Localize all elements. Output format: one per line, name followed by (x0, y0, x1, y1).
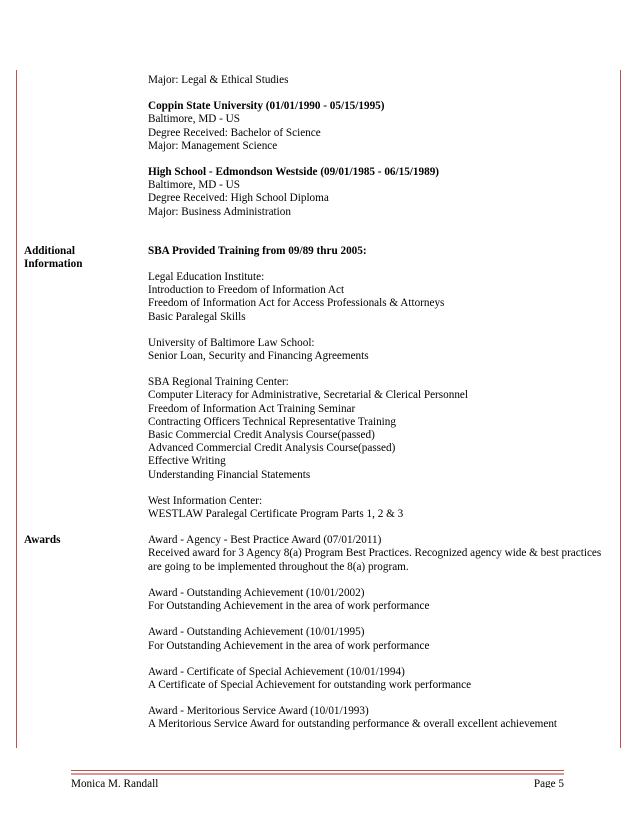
award-title: Award - Outstanding Achievement (10/01/1995) (148, 626, 365, 639)
award-title: Award - Meritorious Service Award (10/01/1993) (148, 705, 369, 718)
award-entry (148, 534, 624, 574)
award-entry (148, 705, 624, 731)
training-line: Legal Education Institute: (148, 271, 265, 284)
resume-content (24, 74, 624, 745)
award-title: Award - Agency - Best Practice Award (07/01/2011) (148, 534, 382, 547)
awards-section (24, 534, 624, 744)
education-line: Baltimore, MD - US (148, 179, 240, 192)
training-group (148, 271, 624, 324)
left-border-line (16, 70, 17, 748)
award-line: are going to be implemented throughout the 8(a) program. (148, 560, 409, 573)
page-footer (71, 778, 564, 788)
education-line: Degree Received: High School Diploma (148, 192, 329, 205)
training-line: West Information Center: (148, 494, 263, 507)
section-label: Awards (24, 534, 61, 547)
award-entry (148, 666, 624, 692)
award-line: Received award for 3 Agency 8(a) Program Best Practices. Recognized agency wide & best practices (148, 547, 602, 560)
training-line: University of Baltimore Law School: (148, 336, 315, 349)
training-heading: SBA Provided Training from 09/89 thru 2005: (148, 244, 367, 257)
education-entry (148, 166, 624, 219)
training-line: Computer Literacy for Administrative, Secretarial & Clerical Personnel (148, 389, 468, 402)
training-line: Basic Paralegal Skills (148, 310, 246, 323)
footer-rule (71, 770, 564, 771)
education-entry (148, 100, 624, 153)
education-line: Major: Management Science (148, 139, 278, 152)
education-line: Major: Legal & Ethical Studies (148, 74, 289, 86)
footer-page-number: Page 5 (533, 778, 564, 788)
training-line: SBA Regional Training Center: (148, 376, 289, 389)
footer-author-name: Monica M. Randall (71, 778, 159, 788)
award-title: Award - Outstanding Achievement (10/01/2002) (148, 586, 365, 599)
additional-information-section (24, 245, 624, 534)
training-group (148, 495, 624, 521)
training-line: Introduction to Freedom of Information Act (148, 284, 345, 297)
award-entry (148, 626, 624, 652)
section-label: Additional Information (24, 244, 83, 271)
training-line: Contracting Officers Technical Representative Training (148, 415, 396, 428)
training-line: Senior Loan, Security and Financing Agreements (148, 350, 369, 363)
education-line: Major: Business Administration (148, 205, 291, 218)
training-line: Effective Writing (148, 455, 226, 468)
education-entry (148, 74, 624, 87)
training-line: Basic Commercial Credit Analysis Course(passed) (148, 429, 375, 442)
training-line: Understanding Financial Statements (148, 468, 311, 481)
training-group (148, 337, 624, 363)
award-line: For Outstanding Achievement in the area of work performance (148, 600, 430, 613)
training-group (148, 376, 624, 482)
education-title: Coppin State University (01/01/1990 - 05/15/1995) (148, 100, 385, 113)
education-title: High School - Edmondson Westside (09/01/1985 - 06/15/1989) (148, 166, 440, 179)
footer-rule-shadow (71, 773, 564, 775)
award-title: Award - Certificate of Special Achievement (10/01/1994) (148, 665, 405, 678)
award-line: A Certificate of Special Achievement for outstanding work performance (148, 678, 472, 691)
award-entry (148, 587, 624, 613)
award-line: For Outstanding Achievement in the area of work performance (148, 639, 430, 652)
award-line: A Meritorious Service Award for outstanding performance & overall excellent achievement (148, 718, 558, 731)
education-line: Baltimore, MD - US (148, 113, 240, 126)
education-section (24, 74, 624, 232)
training-line: Freedom of Information Act Training Seminar (148, 402, 356, 415)
education-line: Degree Received: Bachelor of Science (148, 126, 321, 139)
training-line: Freedom of Information Act for Access Professionals & Attorneys (148, 297, 445, 310)
training-line: WESTLAW Paralegal Certificate Program Parts 1, 2 & 3 (148, 508, 404, 521)
training-line: Advanced Commercial Credit Analysis Course(passed) (148, 442, 396, 455)
